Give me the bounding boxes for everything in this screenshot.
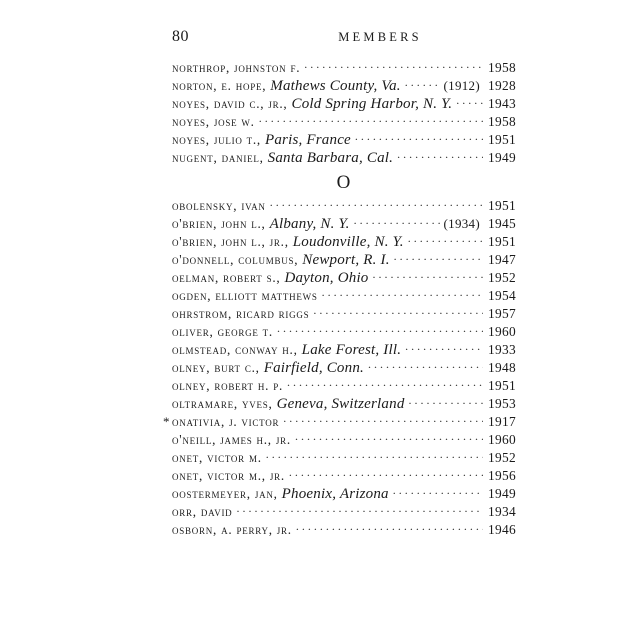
election-year: 1952 <box>488 450 516 465</box>
election-year: 1960 <box>488 324 516 339</box>
member-name: olney, robert h. p. <box>172 378 283 393</box>
member-name: o'donnell, columbus, <box>172 252 299 267</box>
member-location: Albany, N. Y. <box>269 216 350 232</box>
member-entry <box>172 114 516 132</box>
member-entry <box>172 216 516 234</box>
election-year: 1954 <box>488 288 516 303</box>
member-entry <box>172 270 516 288</box>
election-year: 1947 <box>488 252 516 267</box>
member-name: ogden, elliott matthews <box>172 288 318 303</box>
member-name: noyes, jose w. <box>172 114 255 129</box>
dot-leader <box>393 486 483 498</box>
member-entry <box>172 324 516 342</box>
member-name: oliver, george t. <box>172 324 273 339</box>
election-year: 1949 <box>488 150 516 165</box>
member-entry <box>172 486 516 504</box>
member-name: olney, burt c., <box>172 360 260 375</box>
member-name: oostermeyer, jan, <box>172 486 278 501</box>
member-name: onet, victor m. <box>172 450 262 465</box>
member-name: oltramare, yves, <box>172 396 273 411</box>
member-entry <box>172 396 516 414</box>
member-location: Cold Spring Harbor, N. Y. <box>291 96 453 112</box>
dot-leader <box>354 216 441 228</box>
member-name: onativia, j. victor <box>172 414 280 429</box>
member-entry <box>172 198 516 216</box>
member-entry <box>172 450 516 468</box>
member-location: Geneva, Switzerland <box>276 396 405 412</box>
member-entry <box>172 252 516 270</box>
member-entry <box>172 234 516 252</box>
member-name: ohrstrom, ricard riggs <box>172 306 310 321</box>
member-entry <box>172 360 516 378</box>
election-year: 1958 <box>488 114 516 129</box>
member-name: o'brien, john l., <box>172 216 266 231</box>
member-name: orr, david <box>172 504 233 519</box>
entry-list-n <box>172 60 516 168</box>
member-location: Lake Forest, Ill. <box>301 342 402 358</box>
dot-leader <box>368 360 483 372</box>
member-name: olmstead, conway h., <box>172 342 298 357</box>
member-entry <box>172 132 516 150</box>
member-name: obolensky, ivan <box>172 198 266 213</box>
member-location: Loudonville, N. Y. <box>292 234 404 250</box>
dot-leader <box>409 396 483 408</box>
member-name: onet, victor m., jr. <box>172 468 285 483</box>
dot-leader <box>408 234 483 246</box>
dot-leader <box>405 78 441 90</box>
member-location: Fairfield, Conn. <box>263 360 364 376</box>
member-entry <box>172 468 516 486</box>
member-name: o'brien, john l., jr., <box>172 234 289 249</box>
section-letter-o: O <box>336 172 352 193</box>
running-head-title: MEMBERS <box>338 30 422 44</box>
dot-leader <box>283 414 483 426</box>
dot-leader <box>322 288 483 300</box>
election-year: 1960 <box>488 432 516 447</box>
dot-leader <box>394 252 483 264</box>
election-year: 1928 <box>488 78 516 93</box>
member-name: northrop, johnston f. <box>172 60 301 75</box>
member-entry <box>172 78 516 96</box>
dot-leader <box>277 324 483 336</box>
member-entry <box>172 522 516 540</box>
election-year: 1943 <box>488 96 516 111</box>
election-year: 1951 <box>488 198 516 213</box>
election-year: 1951 <box>488 234 516 249</box>
member-name: oelman, robert s., <box>172 270 281 285</box>
dot-leader <box>397 150 483 162</box>
member-name: o'neill, james h., jr. <box>172 432 291 447</box>
dot-leader <box>289 468 483 480</box>
election-year: 1934 <box>488 504 516 519</box>
dot-leader <box>355 132 483 144</box>
dot-leader <box>313 306 483 318</box>
asterisk-marker: * <box>163 414 170 429</box>
member-entry <box>172 150 516 168</box>
dot-leader <box>266 450 483 462</box>
election-year: 1956 <box>488 468 516 483</box>
member-entry <box>163 414 516 432</box>
member-entry <box>172 432 516 450</box>
member-location: Dayton, Ohio <box>284 270 369 286</box>
member-location: Santa Barbara, Cal. <box>267 150 394 166</box>
member-entry <box>172 96 516 114</box>
member-entry <box>172 60 516 78</box>
dot-leader <box>405 342 483 354</box>
entry-list-o <box>163 198 516 540</box>
member-location: Mathews County, Va. <box>270 78 401 94</box>
member-location: Phoenix, Arizona <box>281 486 389 502</box>
dot-leader <box>287 378 483 390</box>
election-year: 1951 <box>488 378 516 393</box>
election-year: 1946 <box>488 522 516 537</box>
prior-year: (1912) <box>443 78 480 93</box>
election-year: 1945 <box>488 216 516 231</box>
member-name: osborn, a. perry, jr. <box>172 522 292 537</box>
member-location: Newport, R. I. <box>302 252 390 268</box>
member-entry <box>172 288 516 306</box>
dot-leader <box>295 432 483 444</box>
election-year: 1958 <box>488 60 516 75</box>
election-year: 1953 <box>488 396 516 411</box>
dot-leader <box>270 198 483 210</box>
member-name: noyes, julio t., <box>172 132 261 147</box>
member-name: nugent, daniel, <box>172 150 264 165</box>
election-year: 1933 <box>488 342 516 357</box>
dot-leader <box>259 114 483 126</box>
page-number: 80 <box>172 28 189 45</box>
election-year: 1951 <box>488 132 516 147</box>
election-year: 1957 <box>488 306 516 321</box>
election-year: 1948 <box>488 360 516 375</box>
member-entry <box>172 306 516 324</box>
prior-year: (1934) <box>443 216 480 231</box>
dot-leader <box>236 504 483 516</box>
dot-leader <box>456 96 483 108</box>
election-year: 1949 <box>488 486 516 501</box>
dot-leader <box>304 60 483 72</box>
member-entry <box>172 378 516 396</box>
election-year: 1917 <box>488 414 516 429</box>
member-entry <box>172 504 516 522</box>
dot-leader <box>296 522 483 534</box>
member-name: noyes, david c., jr., <box>172 96 288 111</box>
election-year: 1952 <box>488 270 516 285</box>
member-location: Paris, France <box>264 132 351 148</box>
running-head <box>172 28 516 48</box>
member-entry <box>172 342 516 360</box>
member-name: norton, e. hope, <box>172 78 267 93</box>
dot-leader <box>373 270 483 282</box>
